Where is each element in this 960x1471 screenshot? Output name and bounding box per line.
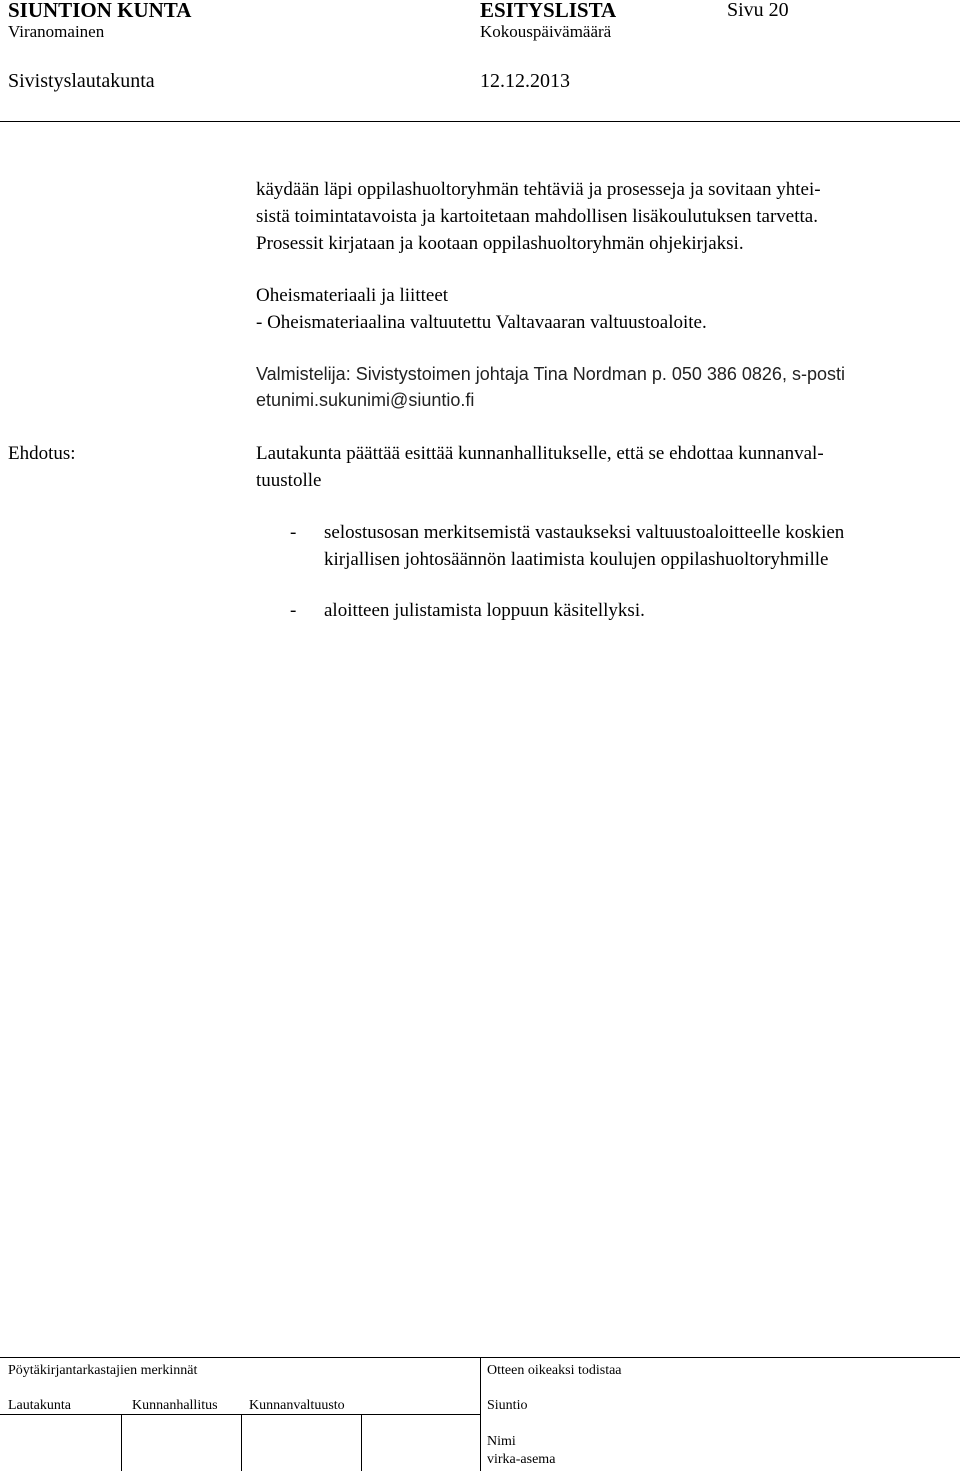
page-number: Sivu 20 <box>727 0 789 21</box>
document-type: ESITYSLISTA <box>480 0 617 22</box>
preparer-line: Valmistelija: Sivistystoimen johtaja Tina Nordman p. 050 386 0826, s-posti <box>256 364 845 384</box>
footer-col-divider <box>241 1414 242 1471</box>
proposal-item-line: selostusosan merkitsemistä vastaukseksi valtuustoaloitteelle koskien <box>324 522 845 543</box>
authority-value: Sivistyslautakunta <box>8 70 155 92</box>
footer-place: Siuntio <box>487 1398 528 1413</box>
proposal-item-line: kirjallisen johtosäännön laatimista koulujen oppilashuoltoryhmille <box>324 549 829 570</box>
proposal-line: Lautakunta päättää esittää kunnanhallitukselle, että se ehdottaa kunnanval- <box>256 443 824 464</box>
footer-col-lautakunta: Lautakunta <box>8 1398 71 1413</box>
date-value: 12.12.2013 <box>480 70 570 92</box>
footer-name-label: Nimi <box>487 1434 516 1449</box>
reviewers-label: Pöytäkirjantarkastajien merkinnät <box>8 1363 198 1378</box>
paragraph-line: Prosessit kirjataan ja kootaan oppilashuoltoryhmän ohjekirjaksi. <box>256 233 744 254</box>
footer-col-divider <box>361 1414 362 1471</box>
footer-col-divider <box>121 1414 122 1471</box>
proposal-label: Ehdotus: <box>8 443 76 464</box>
preparer-email: etunimi.sukunimi@siuntio.fi <box>256 390 475 410</box>
footer-title-label: virka-asema <box>487 1452 556 1467</box>
paragraph-line: käydään läpi oppilashuoltoryhmän tehtäviä ja prosesseja ja sovitaan yhtei- <box>256 179 821 200</box>
footer-center-divider <box>480 1357 481 1471</box>
date-label: Kokouspäivämäärä <box>480 22 612 41</box>
proposal-item-line: aloitteen julistamista loppuun käsitellyksi. <box>324 600 645 621</box>
attachment-item: - Oheismateriaalina valtuutettu Valtavaaran valtuustoaloite. <box>256 312 707 333</box>
certified-label: Otteen oikeaksi todistaa <box>487 1363 622 1378</box>
footer-col-kunnanhallitus: Kunnanhallitus <box>132 1398 218 1413</box>
proposal-line: tuustolle <box>256 470 322 491</box>
footer-mid-rule <box>0 1414 480 1415</box>
authority-label: Viranomainen <box>8 22 105 41</box>
attachments-heading: Oheismateriaali ja liitteet <box>256 285 449 306</box>
list-dash: - <box>290 600 297 621</box>
header-divider <box>0 121 960 122</box>
organization-name: SIUNTION KUNTA <box>8 0 192 22</box>
paragraph-line: sistä toimintatavoista ja kartoitetaan mahdollisen lisäkoulutuksen tarvetta. <box>256 206 818 227</box>
list-dash: - <box>290 522 297 543</box>
footer-col-kunnanvaltuusto: Kunnanvaltuusto <box>249 1398 345 1413</box>
